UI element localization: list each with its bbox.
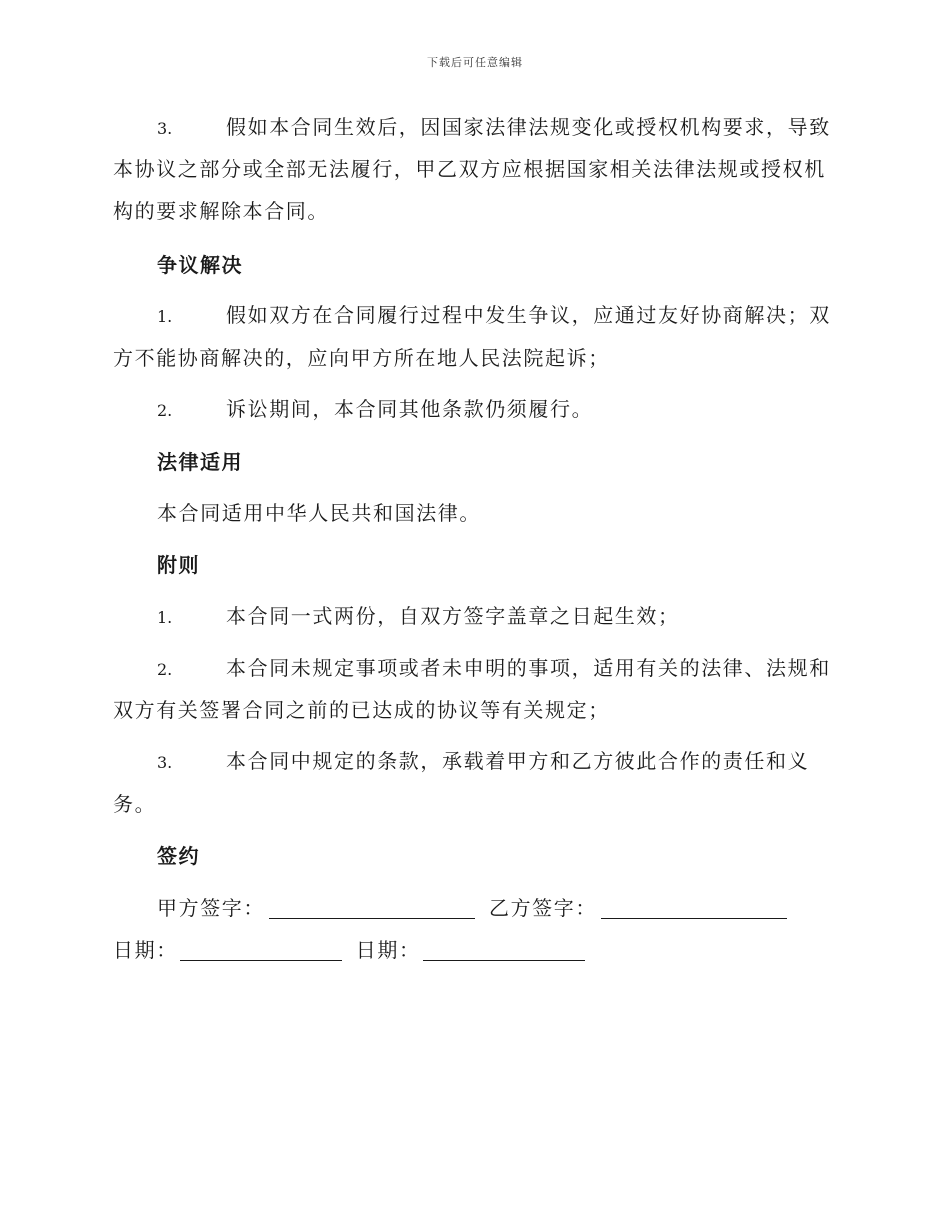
clause-number: 1. bbox=[157, 307, 173, 326]
law-text: 本合同适用中华人民共和国法律。 bbox=[157, 501, 481, 525]
clause-number: 1. bbox=[157, 608, 173, 627]
section-heading-law: 法律适用 bbox=[157, 450, 243, 474]
party-a-signature-label: 甲方签字： bbox=[157, 896, 265, 920]
clause-text-line: 构的要求解除本合同。 bbox=[113, 199, 329, 223]
date-row bbox=[113, 936, 585, 964]
section-heading-appendix: 附则 bbox=[157, 553, 200, 577]
clause-text-line: 本合同一式两份，自双方签字盖章之日起生效； bbox=[226, 604, 680, 628]
party-b-signature-label: 乙方签字： bbox=[488, 896, 597, 920]
clause-text-line: 务。 bbox=[113, 792, 157, 816]
signature-row bbox=[157, 894, 787, 922]
clause-number: 2. bbox=[157, 660, 173, 679]
clause-text-line: 本协议之部分或全部无法履行，甲乙双方应根据国家相关法律法规或授权机 bbox=[113, 157, 826, 181]
clause-number: 3. bbox=[157, 119, 173, 138]
date-a-line bbox=[180, 938, 342, 961]
date-b-label: 日期： bbox=[355, 938, 421, 962]
party-a-signature-line bbox=[269, 896, 475, 919]
clause-number: 2. bbox=[157, 401, 173, 420]
party-b-signature-line bbox=[601, 896, 787, 919]
clause-text-line: 本合同未规定事项或者未申明的事项，适用有关的法律、法规和 bbox=[226, 656, 831, 680]
clause-text-line: 诉讼期间，本合同其他条款仍须履行。 bbox=[226, 397, 594, 421]
date-b-line bbox=[423, 938, 585, 961]
clause-text-line: 本合同中规定的条款，承载着甲方和乙方彼此合作的责任和义 bbox=[226, 749, 810, 773]
clause-text-line: 假如双方在合同履行过程中发生争议，应通过友好协商解决；双 bbox=[226, 303, 831, 327]
clause-text-line: 假如本合同生效后，因国家法律法规变化或授权机构要求，导致 bbox=[226, 115, 831, 139]
section-heading-signing: 签约 bbox=[157, 844, 200, 868]
section-heading-dispute: 争议解决 bbox=[157, 253, 243, 277]
date-a-label: 日期： bbox=[113, 938, 178, 962]
clause-text-line: 双方有关签署合同之前的已达成的协议等有关规定； bbox=[113, 698, 610, 722]
clause-number: 3. bbox=[157, 753, 173, 772]
page-header: 下载后可任意编辑 bbox=[427, 56, 523, 69]
clause-text-line: 方不能协商解决的，应向甲方所在地人民法院起诉； bbox=[113, 346, 610, 370]
